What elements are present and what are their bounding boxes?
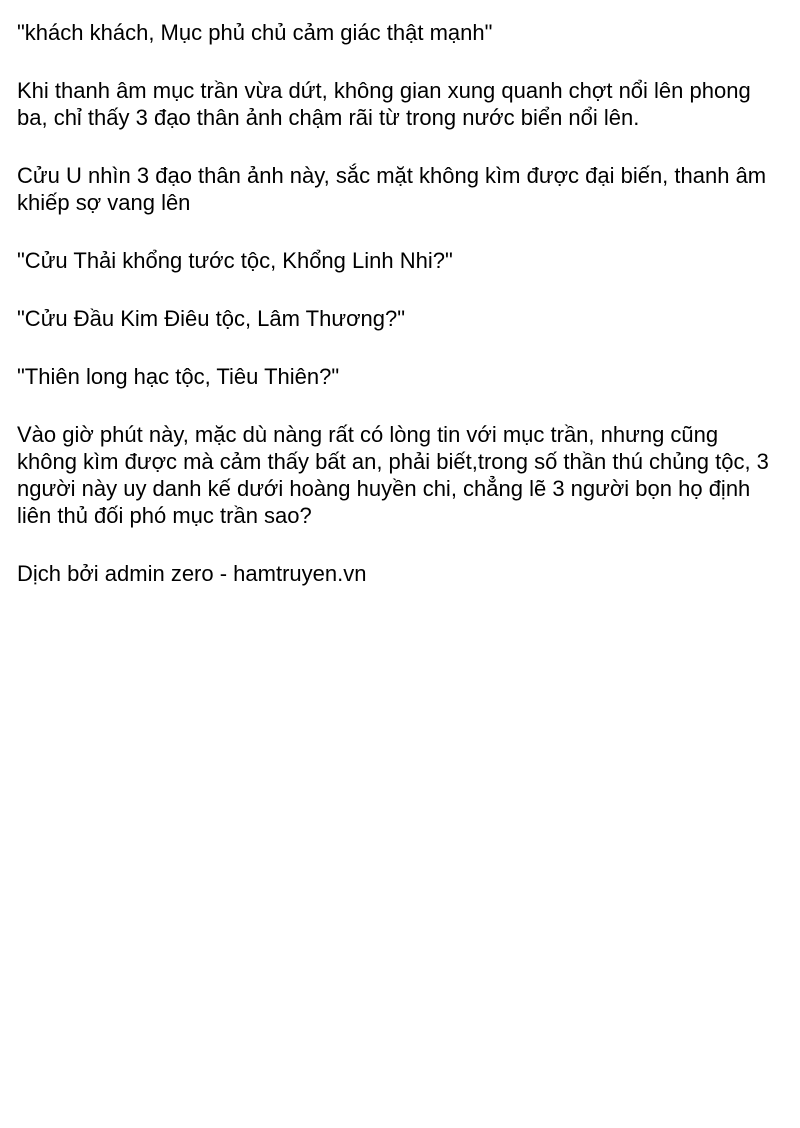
dialogue-paragraph: "Cửu Thải khổng tước tộc, Khổng Linh Nhi?" [17, 248, 453, 273]
story-paragraph: Khi thanh âm mục trần vừa dứt, không gian xung quanh chợt nổi lên phong ba, chỉ thấy 3 đạo thân ảnh chậm rãi từ trong nước biển nổi lên. [17, 78, 751, 130]
story-paragraph: Cửu U nhìn 3 đạo thân ảnh này, sắc mặt không kìm được đại biến, thanh âm khiếp sợ vang lên [17, 163, 767, 215]
translator-credit: Dịch bởi admin zero - hamtruyen.vn [17, 561, 367, 586]
story-paragraph: Vào giờ phút này, mặc dù nàng rất có lòng tin với mục trần, nhưng cũng không kìm được mà cảm thấy bất an, phải biết,trong số thần thú chủng tộc, 3 người này uy danh kế dưới hoàng huyền chi, chẳng lẽ 3 người bọn họ định liên thủ đối phó mục trần sao? [17, 422, 769, 528]
dialogue-paragraph: "khách khách, Mục phủ chủ cảm giác thật mạnh" [17, 20, 493, 45]
dialogue-paragraph: "Cửu Đầu Kim Điêu tộc, Lâm Thương?" [17, 306, 406, 331]
dialogue-paragraph: "Thiên long hạc tộc, Tiêu Thiên?" [17, 364, 340, 389]
